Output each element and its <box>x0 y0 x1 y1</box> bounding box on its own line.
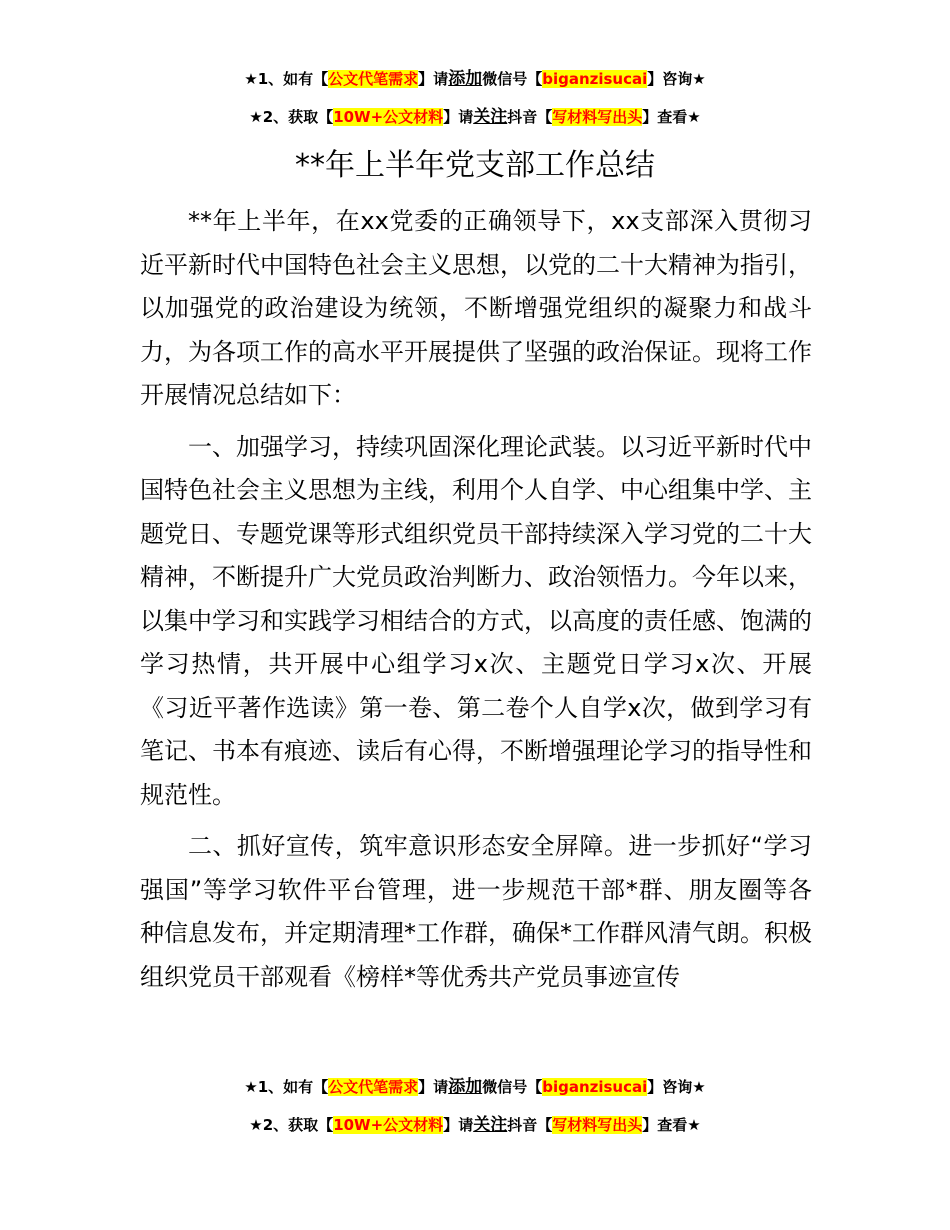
promo-text: 微信号【 <box>482 1078 543 1096</box>
promo-emphasis: 添加 <box>448 1077 483 1097</box>
promo-highlight: 写材料写出头 <box>552 1116 643 1134</box>
promo-emphasis: 关注 <box>473 107 508 127</box>
promo-text: ★2、获取【 <box>249 108 334 126</box>
promo-emphasis: 关注 <box>473 1115 508 1135</box>
promo-highlight: 写材料写出头 <box>552 108 643 126</box>
promo-text: 】咨询★ <box>647 70 706 88</box>
promo-line-2-top <box>0 106 950 128</box>
promo-text: 】查看★ <box>642 108 701 126</box>
promo-text: 】请 <box>443 1116 474 1134</box>
promo-highlight: biganzisucai <box>542 70 648 88</box>
promo-highlight: 公文代笔需求 <box>328 1078 419 1096</box>
paragraph-section-2: 二、抓好宣传，筑牢意识形态安全屏障。进一步抓好“学习强国”等学习软件平台管理，进一步规范干部*群、朋友圈等各种信息发布，并定期清理*工作群，确保*工作群风清气朗。积极组织党员干部观看《榜样*等优秀共产党员事迹宣传 <box>140 832 812 991</box>
promo-text: 】请 <box>418 1078 449 1096</box>
promo-highlight: 公文代笔需求 <box>328 70 419 88</box>
promo-text: 微信号【 <box>482 70 543 88</box>
promo-text: 】查看★ <box>642 1116 701 1134</box>
paragraph-section-1: 一、加强学习，持续巩固深化理论武装。以习近平新时代中国特色社会主义思想为主线，利用个人自学、中心组集中学、主题党日、专题党课等形式组织党员干部持续深入学习党的二十大精神，不断提升广大党员政治判断力、政治领悟力。今年以来，以集中学习和实践学习相结合的方式，以高度的责任感、饱满的学习热情，共开展中心组学习x次、主题党日学习x次、开展《习近平著作选读》第一卷、第二卷个人自学x次，做到学习有笔记、书本有痕迹、读后有心得，不断增强理论学习的指导性和规范性。 <box>140 432 812 809</box>
promo-text: ★1、如有【 <box>244 70 329 88</box>
promo-line-2-bottom <box>0 1114 950 1136</box>
promo-text: ★1、如有【 <box>244 1078 329 1096</box>
promo-highlight: 10W+公文材料 <box>333 108 444 126</box>
promo-text: 抖音【 <box>507 108 553 126</box>
promo-highlight: 10W+公文材料 <box>333 1116 444 1134</box>
promo-highlight: biganzisucai <box>542 1078 648 1096</box>
promo-line-1-top <box>0 68 950 90</box>
promo-line-1-bottom <box>0 1076 950 1098</box>
promo-text: ★2、获取【 <box>249 1116 334 1134</box>
promo-text: 】咨询★ <box>647 1078 706 1096</box>
promo-text: 】请 <box>443 108 474 126</box>
document-body <box>140 200 812 999</box>
promo-emphasis: 添加 <box>448 69 483 89</box>
promo-text: 抖音【 <box>507 1116 553 1134</box>
promo-text: 】请 <box>418 70 449 88</box>
paragraph-intro: **年上半年，在xx党委的正确领导下，xx支部深入贯彻习近平新时代中国特色社会主义思想，以党的二十大精神为指引，以加强党的政治建设为统领，不断增强党组织的凝聚力和战斗力，为各项工作的高水平开展提供了坚强的政治保证。现将工作开展情况总结如下： <box>140 207 812 409</box>
document-title: **年上半年党支部工作总结 <box>295 148 655 183</box>
